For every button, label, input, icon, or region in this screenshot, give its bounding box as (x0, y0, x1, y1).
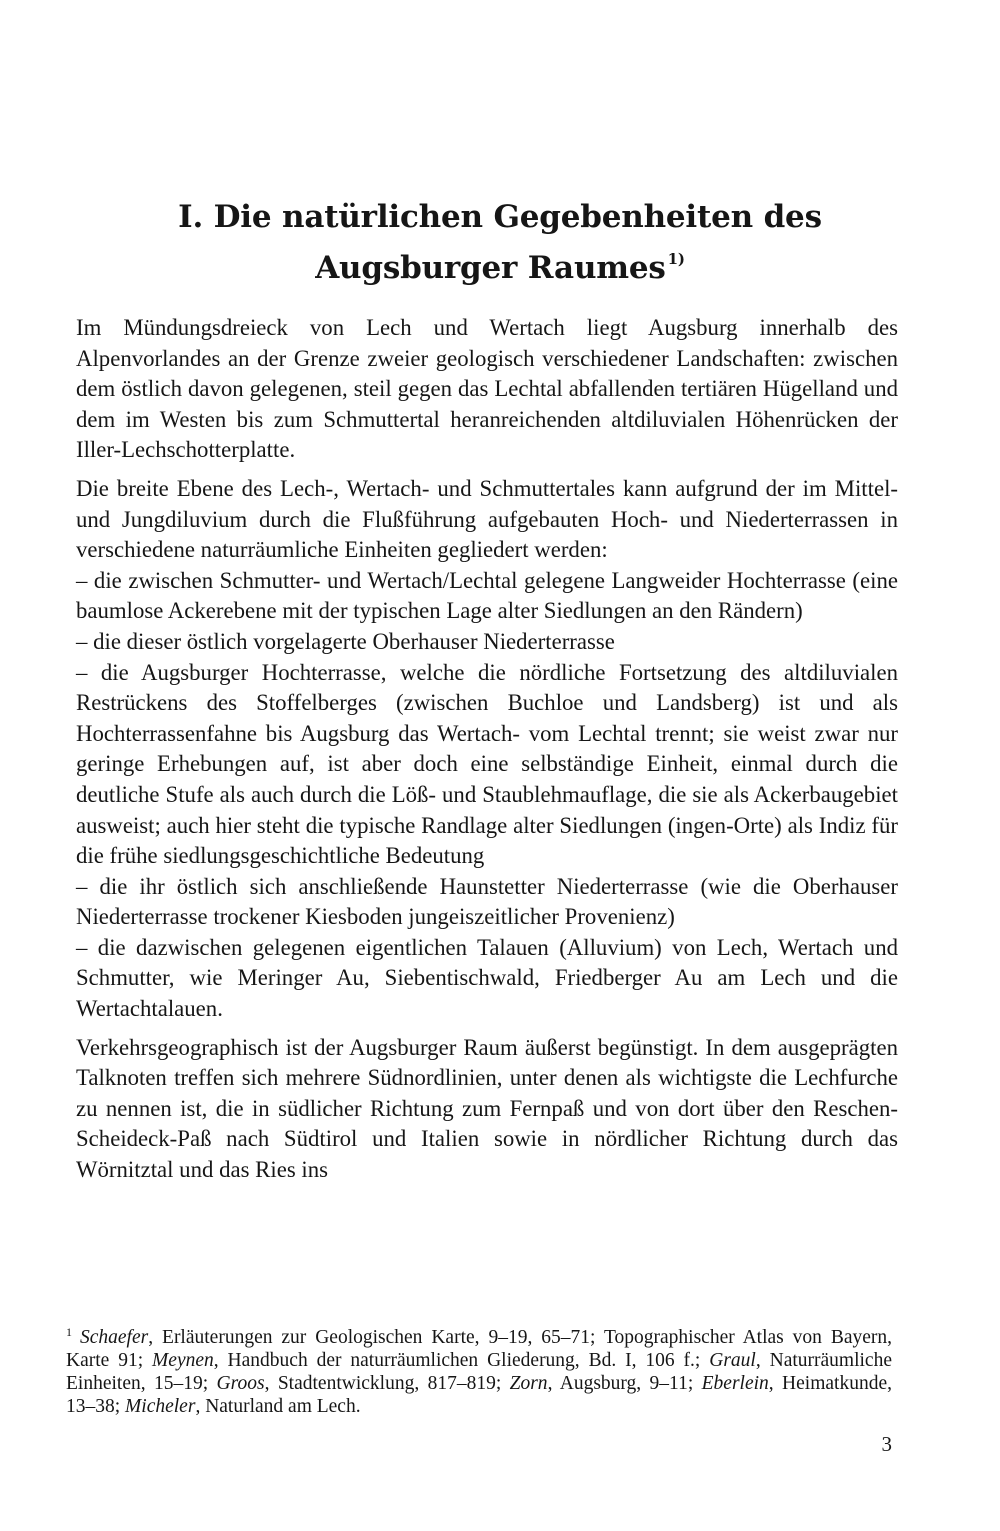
footnote (66, 1321, 892, 1418)
list-item: – die zwischen Schmutter- und Wertach/Lechtal gelegene Langweider Hochterrasse (eine baumlose Ackerebene mit der typischen Lage alter Siedlungen an den Rändern) (76, 567, 898, 624)
footnote-text: , Heimatkunde, 13–38; (66, 1373, 892, 1417)
footnote-author: Groos (216, 1373, 265, 1394)
chapter-title-line-2 (60, 238, 940, 289)
footnote-author: Graul (709, 1350, 756, 1371)
footnote-author: Schaefer (80, 1327, 149, 1348)
footnote-author: Eberlein (701, 1373, 769, 1394)
paragraph: Verkehrsgeographisch ist der Augsburger Raum äußerst begünstigt. In dem ausgeprägten Talknoten treffen sich mehrere Südnordlinien, unter denen als wichtigste die Lechfurche zu nennen ist, die in südlicher Richtung zum Fernpaß und von dort über den Reschen-Scheideck-Paß nach Südtirol und Italien sowie in nördlicher Richtung durch das Wörnitztal und das Ries ins (76, 1034, 898, 1183)
page-number: 3 (881, 1432, 892, 1456)
footnote-author: Zorn (509, 1373, 548, 1394)
footnote-text: , Naturland am Lech. (195, 1396, 361, 1417)
chapter-title-text: Augsburger Raumes (315, 250, 666, 286)
footnote-text: , Handbuch der naturräumlichen Gliederung, Bd. I, 106 f.; (213, 1350, 710, 1371)
list-item: – die dieser östlich vorgelagerte Oberhauser Niederterrasse (76, 628, 615, 654)
chapter-title (60, 196, 940, 289)
chapter-title-line-1: I. Die natürlichen Gegebenheiten des (178, 199, 822, 235)
footnote-text: , Augsburg, 9–11; (547, 1373, 702, 1394)
paragraph: Die breite Ebene des Lech-, Wertach- und Schmuttertales kann aufgrund der im Mittel- und Jungdiluvium durch die Flußführung aufgebauten Hoch- und Niederterrassen in verschiedene naturräumliche Einheiten gegliedert werden: (76, 475, 898, 563)
footnote-marker: 1 (66, 1325, 72, 1339)
footnote-author: Micheler (125, 1396, 196, 1417)
footnote-author: Meynen (152, 1350, 214, 1371)
footnote-text: , Naturräumliche Einheiten, 15–19; (66, 1350, 892, 1394)
footnote-reference: 1) (667, 250, 685, 268)
footnote-text: , Erläuterungen zur Geologischen Karte, 9–19, 65–71; Topographischer Atlas von Bayern, Karte 91; (66, 1327, 892, 1371)
list-item: – die dazwischen gelegenen eigentlichen Talauen (Alluvium) von Lech, Wertach und Schmutter, wie Meringer Au, Siebentischwald, Friedberger Au am Lech und die Wertachtalauen. (76, 934, 898, 1022)
paragraph: Im Mündungsdreieck von Lech und Wertach liegt Augsburg innerhalb des Alpenvorlandes an der Grenze zweier geologisch verschiedener Landschaften: zwischen dem östlich davon gelegenen, steil gegen das Lechtal abfallenden tertiären Hügelland und dem im Westen bis zum Schmuttertal heranreichenden altdiluvialen Höhenrücken der Iller-Lechschotterplatte. (76, 315, 898, 463)
list-item: – die ihr östlich sich anschließende Haunstetter Niederterrasse (wie die Oberhauser Niederterrasse trockener Kiesboden jungeiszeitlicher Provenienz) (76, 873, 898, 930)
footnote-text: , Stadtentwicklung, 817–819; (264, 1373, 510, 1394)
list-item: – die Augsburger Hochterrasse, welche die nördliche Fortsetzung des altdiluvialen Restrückens des Stoffelberges (zwischen Buchloe und Landsberg) ist und als Hochterrassenfahne bis Augsburg das Wertach- vom Lechtal trennt; sie weist zwar nur geringe Erhebungen auf, ist aber doch eine selbständige Einheit, einmal durch die deutliche Stufe als auch durch die Löß- und Staublehmauflage, die sie als Ackerbaugebiet ausweist; auch hier steht die typische Randlage alter Siedlungen (ingen-Orte) als Indiz für die frühe siedlungsgeschichtliche Bedeutung (76, 659, 898, 869)
body-text (76, 313, 898, 1194)
